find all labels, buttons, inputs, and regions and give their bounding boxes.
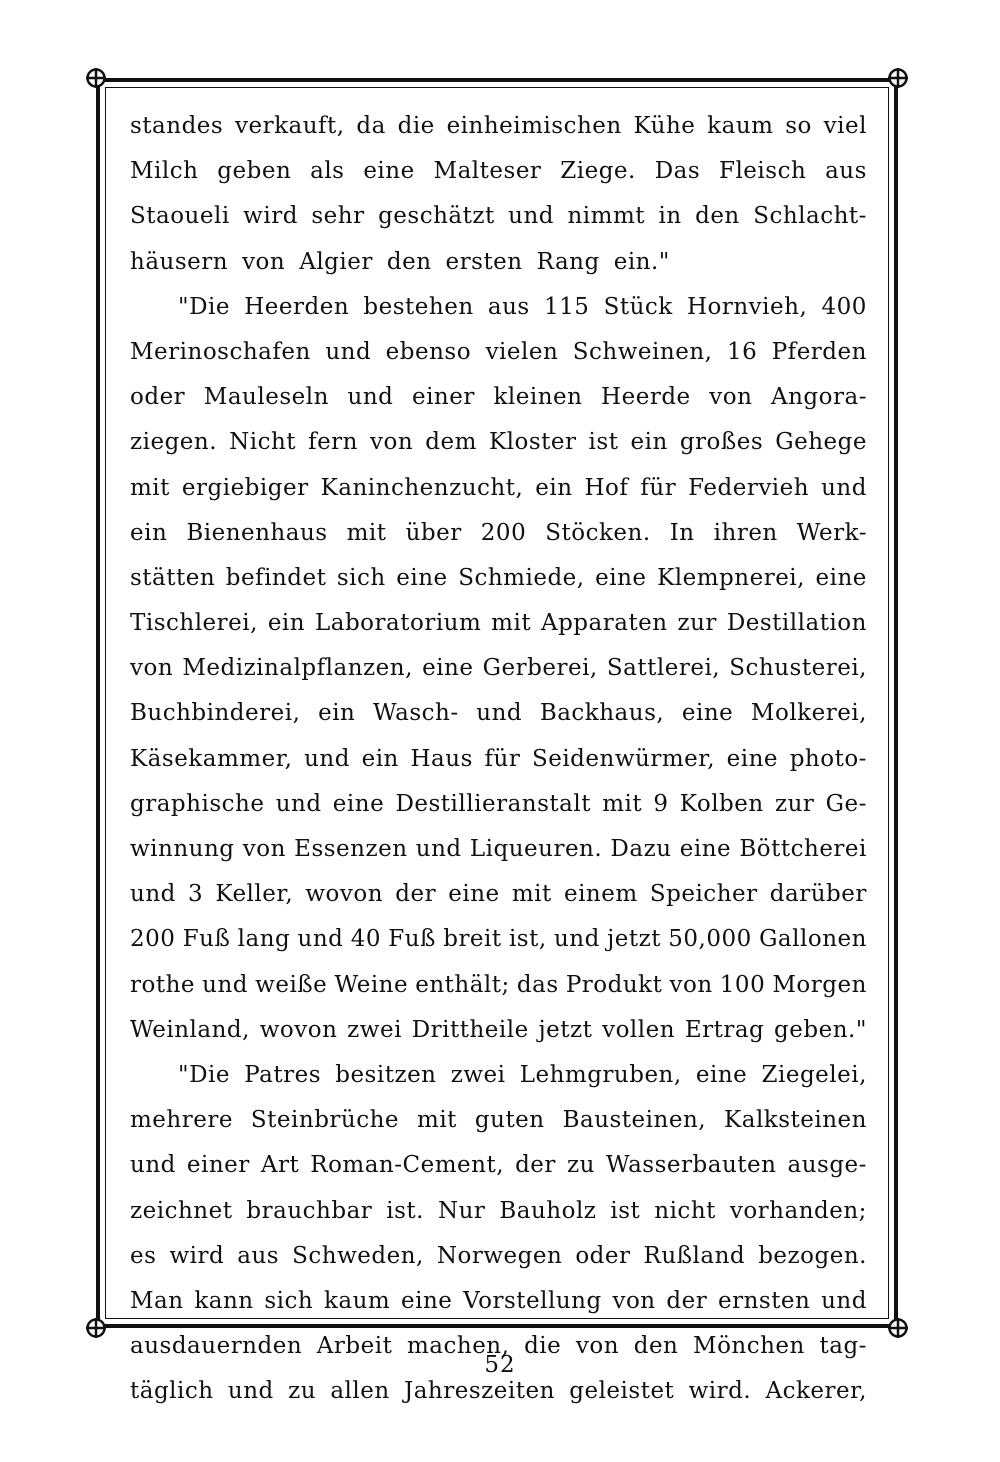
word: zeichnet [130, 1197, 233, 1224]
word: Ertrag [684, 1016, 765, 1043]
word: oder [575, 1242, 631, 1269]
word: ersten [445, 248, 523, 275]
word: breit [443, 926, 502, 953]
word: Lehmgruben, [519, 1061, 682, 1088]
word: und [202, 971, 249, 998]
word: stätten [130, 564, 216, 591]
word: Nur [437, 1197, 486, 1224]
text-line [130, 646, 867, 691]
word: ein [535, 474, 573, 501]
word: ein [361, 745, 399, 772]
word: Weine [334, 971, 409, 998]
word: Käsekammer, [130, 745, 293, 772]
word: viel [823, 113, 867, 139]
word: ein." [613, 248, 670, 275]
word: ergiebiger [181, 474, 309, 501]
word: zur [677, 610, 717, 637]
word: Arbeit [316, 1333, 393, 1360]
word: Hornvieh, [686, 293, 808, 320]
corner-ornament-icon [887, 1317, 909, 1339]
word: verkauft, [234, 113, 345, 139]
word: 9 [653, 790, 669, 817]
word: für [640, 474, 677, 501]
word: 200 [480, 519, 527, 546]
text-line [130, 1053, 867, 1098]
word: ist. [386, 1197, 424, 1224]
word: Bausteinen, [562, 1107, 707, 1134]
text-line [130, 104, 867, 149]
word: zu [288, 1378, 317, 1405]
word: Schusterei, [729, 655, 867, 682]
word: Hof [584, 474, 629, 501]
word: aus [825, 158, 867, 185]
word: kaum [707, 113, 774, 139]
word: großes [679, 429, 764, 456]
word: eine [815, 564, 867, 591]
word: bestehen [363, 293, 474, 320]
word: so [785, 113, 812, 139]
word: das [516, 971, 559, 998]
word: eine [695, 1061, 748, 1088]
word: aus [487, 293, 530, 320]
word: eine [422, 655, 474, 682]
word: von [612, 1287, 656, 1314]
word: und [325, 338, 372, 365]
word: machen, [406, 1333, 510, 1360]
word: Rang [536, 248, 600, 275]
word: Fuß [182, 926, 231, 953]
word: einer [186, 1152, 250, 1179]
word: kaum [323, 1287, 391, 1314]
word: Art [260, 1152, 300, 1179]
word: und [553, 926, 600, 953]
word: bezogen. [758, 1242, 867, 1269]
text-line [130, 691, 867, 736]
word: graphische [130, 790, 265, 817]
word: eine [726, 745, 779, 772]
word: täglich [130, 1378, 214, 1405]
word: Wasserbauten [605, 1152, 777, 1179]
word: Morgen [772, 971, 867, 998]
word: Patres [244, 1061, 322, 1088]
word: 50,000 [668, 926, 752, 953]
word: Ziege. [560, 158, 636, 185]
word: für [484, 745, 521, 772]
word: 3 [188, 881, 204, 908]
word: ist, [508, 926, 547, 953]
word: Norwegen [436, 1242, 563, 1269]
word: geben [217, 158, 292, 185]
word: und [304, 745, 350, 772]
word: Staoueli [130, 203, 230, 230]
word: kann [194, 1287, 254, 1314]
word: ziegen. [130, 429, 218, 456]
word: den [633, 1333, 679, 1360]
word: den [695, 203, 740, 230]
word: Heerde [601, 384, 691, 411]
word: 115 [543, 293, 590, 320]
word: ist [588, 429, 619, 456]
word: Schweden, [292, 1242, 424, 1269]
word: und [415, 836, 462, 862]
word: Milch [130, 158, 199, 185]
word: zwei [347, 1016, 402, 1043]
word: Speicher [649, 881, 758, 908]
corner-ornament-icon [887, 67, 909, 89]
word: mit [491, 610, 532, 637]
word: eine [448, 881, 500, 908]
word: Drittheile [411, 1016, 529, 1043]
text-line [130, 240, 867, 285]
word: eine [679, 836, 732, 862]
text-line [130, 420, 867, 465]
word: Destillation [726, 610, 867, 637]
word: Ziegelei, [761, 1061, 867, 1088]
word: Laboratorium [314, 610, 482, 637]
word: jetzt [538, 1016, 593, 1043]
word: Roman-Cement, [310, 1152, 505, 1179]
word: zu [566, 1152, 595, 1179]
word: wird [243, 203, 298, 230]
word: Klempnerei, [657, 564, 805, 591]
word: mehrere [130, 1107, 233, 1134]
word: ihren [713, 519, 778, 546]
word: ein [630, 429, 668, 456]
word: über [405, 519, 462, 546]
word: Mönchen [693, 1333, 805, 1360]
word: brauchbar [246, 1197, 373, 1224]
word: Keller, [215, 881, 294, 908]
word: Stöcken. [545, 519, 651, 546]
text-line [130, 556, 867, 601]
word: sich [336, 564, 386, 591]
corner-ornament-icon [85, 67, 107, 89]
word: Algier [299, 248, 373, 275]
word: der [515, 1152, 556, 1179]
word: es [130, 1242, 157, 1269]
word: winnung [130, 836, 235, 862]
word: Tischlerei, [130, 610, 258, 637]
text-line [130, 827, 867, 872]
word: Böttcherei [739, 836, 867, 862]
word: Stück [603, 293, 673, 320]
text-line [130, 1143, 867, 1188]
word: und [227, 1378, 274, 1405]
word: mit [130, 474, 170, 501]
word: ein [267, 610, 306, 637]
word: Produkt [565, 971, 663, 998]
text-line [130, 1234, 867, 1279]
word: wovon [305, 881, 384, 908]
word: Ge- [825, 790, 867, 817]
page-number: 52 [484, 1352, 516, 1378]
word: befindet [225, 564, 327, 591]
word: Molkerei, [750, 700, 867, 727]
word: eine [396, 564, 448, 591]
word: vollen [602, 1016, 676, 1043]
text-line [130, 330, 867, 375]
word: Gerberei, [482, 655, 598, 682]
word: geschätzt [378, 203, 495, 230]
word: und [130, 1152, 176, 1179]
word: ein [318, 700, 356, 727]
word: Liqueuren. [469, 836, 603, 862]
word: In [669, 519, 695, 546]
word: allen [330, 1378, 390, 1405]
word: 400 [821, 293, 867, 320]
text-line [130, 1279, 867, 1324]
word: fern [308, 429, 358, 456]
word: und [275, 790, 322, 817]
word: Kaninchenzucht, [320, 474, 524, 501]
word: jetzt [607, 926, 661, 953]
word: geben." [774, 1016, 867, 1043]
word: "Die [178, 1061, 230, 1088]
word: wird. [688, 1378, 752, 1405]
text-line [130, 1008, 867, 1053]
word: Kloster [488, 429, 577, 456]
text-line [130, 511, 867, 556]
word: eine [332, 790, 385, 817]
word: Bienenhaus [186, 519, 328, 546]
word: Buchbinderei, [130, 700, 301, 727]
word: vielen [485, 338, 559, 365]
word: Angora- [771, 384, 867, 411]
word: 100 [719, 971, 766, 998]
word: rothe [130, 971, 196, 998]
word: Destillieranstalt [395, 790, 591, 817]
word: als [310, 158, 345, 185]
text-line [130, 1189, 867, 1234]
word: von [130, 655, 174, 682]
word: Heerden [244, 293, 350, 320]
word: Medizinalpflanzen, [182, 655, 413, 682]
word: Fuß [388, 926, 436, 953]
word: geleistet [569, 1378, 675, 1405]
word: mit [511, 881, 552, 908]
word: Federvieh [688, 474, 810, 501]
word: weiße [255, 971, 328, 998]
word: photo- [789, 745, 867, 772]
word: Schweinen, [572, 338, 713, 365]
word: einer [411, 384, 475, 411]
word: und [821, 474, 867, 501]
word: sehr [311, 203, 365, 230]
word: 16 [726, 338, 758, 365]
word: die [524, 1333, 562, 1360]
word: Merinoschafen [130, 338, 311, 365]
word: Schmiede, [458, 564, 585, 591]
word: kleinen [493, 384, 583, 411]
word: Man [130, 1287, 184, 1314]
word: Bauholz [499, 1197, 597, 1224]
word: dem [425, 429, 477, 456]
text-line [130, 601, 867, 646]
word: und [508, 203, 555, 230]
word: eine [595, 564, 647, 591]
body-text [130, 104, 867, 1414]
word: ein [130, 519, 168, 546]
word: nicht [654, 1197, 716, 1224]
text-line [130, 917, 867, 962]
word: und [821, 1287, 867, 1314]
word: Kolben [679, 790, 764, 817]
word: zwei [450, 1061, 506, 1088]
word: Steinbrüche [250, 1107, 400, 1134]
word: vorhanden; [729, 1197, 867, 1224]
word: Weinland, [130, 1016, 250, 1043]
word: Gehege [775, 429, 867, 456]
text-line [130, 963, 867, 1008]
word: wovon [259, 1016, 338, 1043]
word: "Die [178, 293, 230, 320]
word: Ackerer, [765, 1378, 867, 1405]
word: Jahreszeiten [404, 1378, 555, 1405]
word: Kühe [633, 113, 696, 139]
word: Mauleseln [203, 384, 329, 411]
word: der [395, 881, 437, 908]
word: tag- [819, 1333, 867, 1360]
word: ernsten [717, 1287, 811, 1314]
word: enthält; [415, 971, 510, 998]
word: einem [563, 881, 638, 908]
text-line [130, 1098, 867, 1143]
word: Wasch- [373, 700, 459, 727]
word: aus [237, 1242, 280, 1269]
word: nimmt [567, 203, 646, 230]
word: Essenzen [294, 836, 408, 862]
text-line [130, 285, 867, 330]
word: zur [774, 790, 815, 817]
text-line [130, 466, 867, 511]
word: oder [130, 384, 186, 411]
word: häusern [130, 248, 229, 275]
word: von [575, 1333, 620, 1360]
word: Haus [410, 745, 473, 772]
word: ist [610, 1197, 641, 1224]
word: eine [681, 700, 734, 727]
word: von [242, 836, 286, 862]
word: eine [363, 158, 415, 185]
word: Kalksteinen [724, 1107, 867, 1134]
text-line [130, 737, 867, 782]
text-line [130, 149, 867, 194]
word: Schlacht- [753, 203, 867, 230]
word: einheimischen [446, 113, 622, 139]
text-line [130, 375, 867, 420]
word: Malteser [433, 158, 542, 185]
word: ebenso [385, 338, 472, 365]
word: da [356, 113, 386, 139]
corner-ornament-icon [85, 1317, 107, 1339]
word: mit [602, 790, 643, 817]
word: von [709, 384, 753, 411]
word: Apparaten [540, 610, 668, 637]
word: und [297, 926, 344, 953]
word: ausdauernden [130, 1333, 303, 1360]
word: Vorstellung [463, 1287, 602, 1314]
word: mit [346, 519, 387, 546]
word: der [666, 1287, 708, 1314]
word: eine [401, 1287, 453, 1314]
word: besitzen [335, 1061, 437, 1088]
word: sich [264, 1287, 314, 1314]
word: Nicht [229, 429, 297, 456]
word: und [476, 700, 523, 727]
word: darüber [769, 881, 867, 908]
word: Sattlerei, [606, 655, 721, 682]
word: mit [417, 1107, 457, 1134]
word: Pferden [771, 338, 867, 365]
word: lang [237, 926, 291, 953]
word: Das [654, 158, 701, 185]
word: in [658, 203, 682, 230]
word: wird [169, 1242, 225, 1269]
text-line [130, 194, 867, 239]
word: die [397, 113, 435, 139]
text-line [130, 782, 867, 827]
word: Werk- [796, 519, 867, 546]
word: von [370, 429, 414, 456]
word: 200 [130, 926, 176, 953]
word: von [669, 971, 713, 998]
word: Rußland [643, 1242, 746, 1269]
word: 40 [350, 926, 381, 953]
word: Fleisch [718, 158, 807, 185]
word: und [347, 384, 394, 411]
word: Seidenwürmer, [531, 745, 716, 772]
text-line [130, 872, 867, 917]
word: Backhaus, [539, 700, 665, 727]
word: den [386, 248, 432, 275]
word: Dazu [610, 836, 672, 862]
word: guten [474, 1107, 545, 1134]
word: und [130, 881, 176, 908]
word: Gallonen [759, 926, 867, 953]
word: von [242, 248, 286, 275]
word: ausge- [787, 1152, 867, 1179]
word: standes [130, 113, 224, 139]
